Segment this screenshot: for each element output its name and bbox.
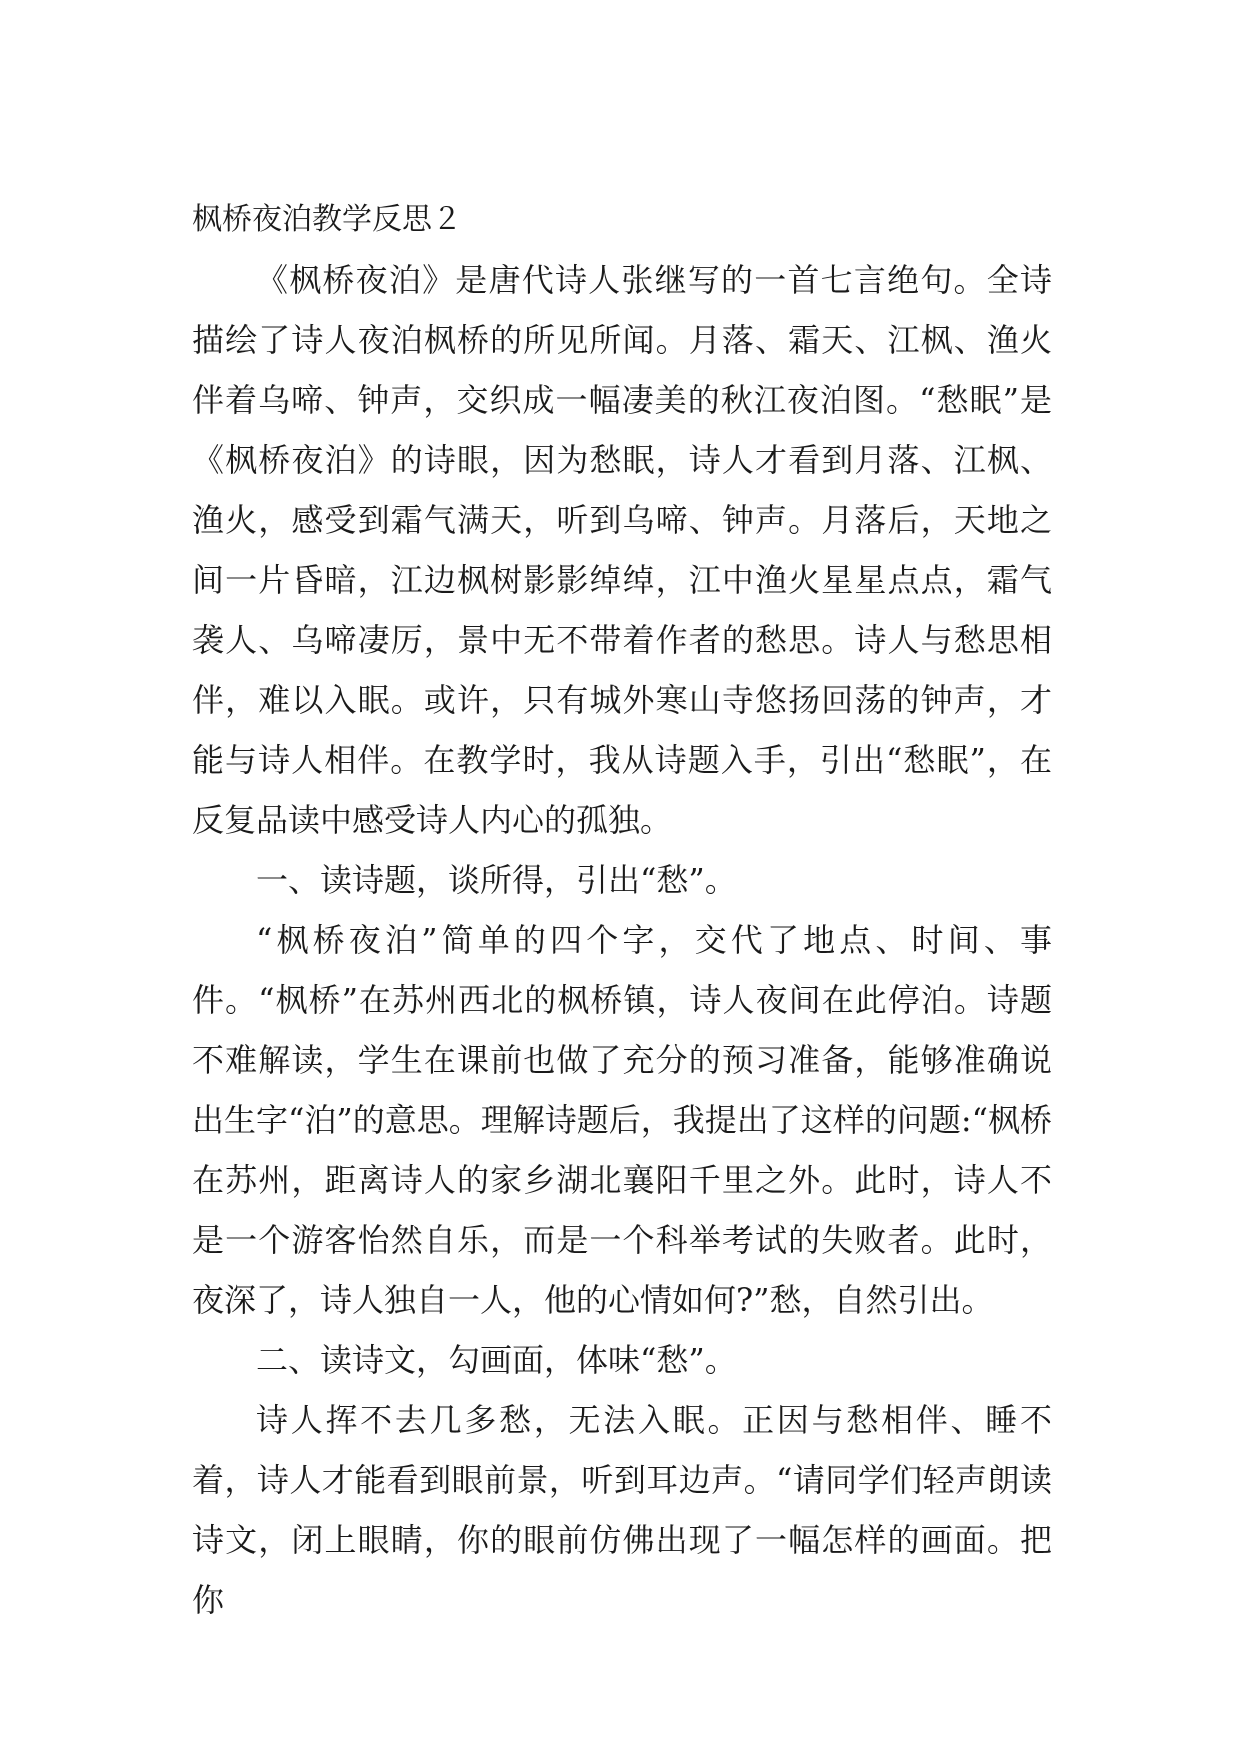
paragraph-intro: 《枫桥夜泊》是唐代诗人张继写的一首七言绝句。全诗描绘了诗人夜泊枫桥的所见所闻。月落、霜天、江枫、渔火伴着乌啼、钟声，交织成一幅凄美的秋江夜泊图。“愁眠”是《枫桥夜泊》的诗眼，因为愁眠，诗人才看到月落、江枫、渔火，感受到霜气满天，听到乌啼、钟声。月落后，天地之间一片昏暗，江边枫树影影绰绰，江中渔火星星点点，霜气袭人、乌啼凄厉，景中无不带着作者的愁思。诗人与愁思相伴，难以入眠。或许，只有城外寒山寺悠扬回荡的钟声，才能与诗人相伴。在教学时，我从诗题入手，引出“愁眠”，在反复品读中感受诗人内心的孤独。 [192, 261, 1052, 839]
paragraph-section-two: 诗人挥不去几多愁，无法入眠。正因与愁相伴、睡不着，诗人才能看到眼前景，听到耳边声。“请同学们轻声朗读诗文，闭上眼睛，你的眼前仿佛出现了一幅怎样的画面。把你 [192, 1401, 1052, 1619]
document-page [192, 190, 1052, 1630]
document-title: 枫桥夜泊教学反思２ [192, 202, 462, 237]
section-heading-two: 二、读诗文，勾画面，体味“愁”。 [256, 1341, 737, 1379]
section-heading-one: 一、读诗题，谈所得，引出“愁”。 [256, 861, 737, 899]
paragraph-section-one: “枫桥夜泊”简单的四个字，交代了地点、时间、事件。“枫桥”在苏州西北的枫桥镇，诗人夜间在此停泊。诗题不难解读，学生在课前也做了充分的预习准备，能够准确说出生字“泊”的意思。理解诗题后，我提出了这样的问题:“枫桥在苏州，距离诗人的家乡湖北襄阳千里之外。此时，诗人不是一个游客怡然自乐，而是一个科举考试的失败者。此时，夜深了，诗人独自一人，他的心情如何?”愁，自然引出。 [192, 921, 1052, 1319]
